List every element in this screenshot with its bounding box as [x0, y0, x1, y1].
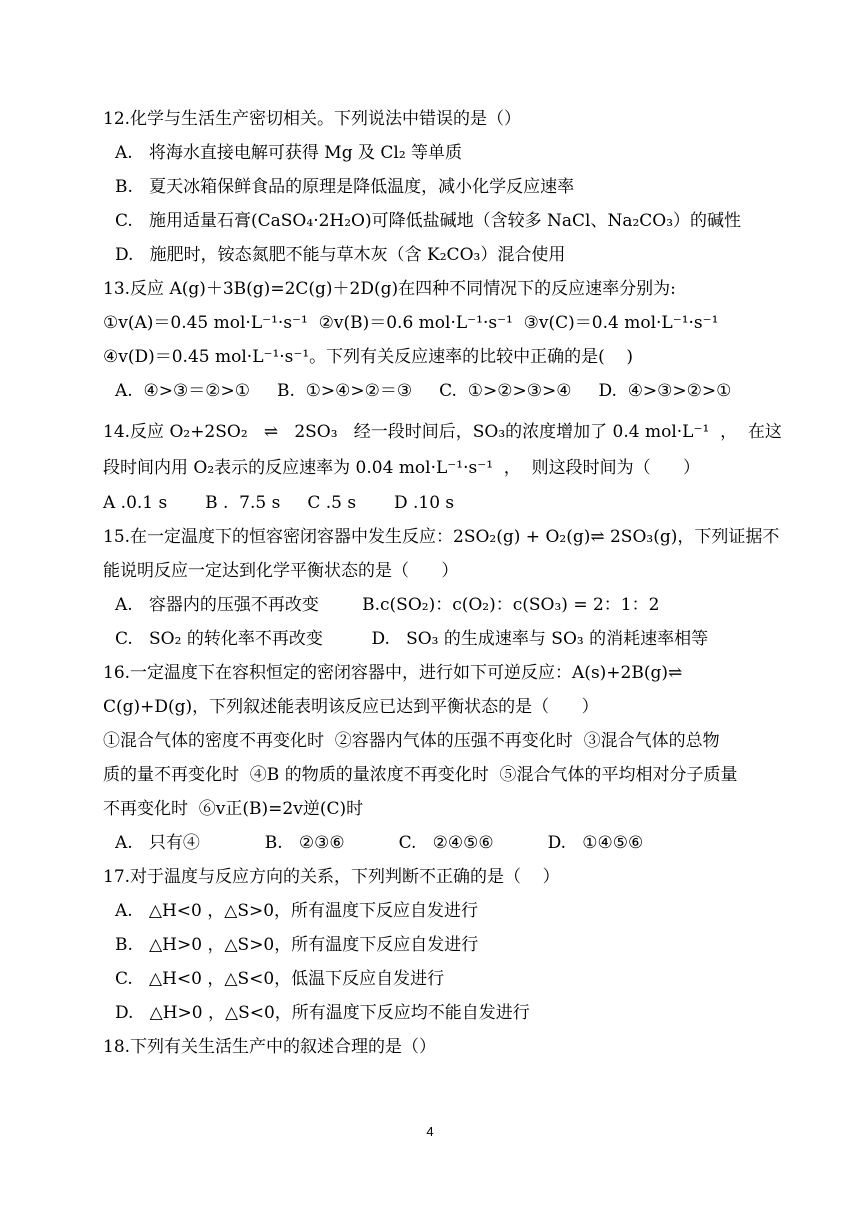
q16-options: A. 只有④ B. ②③⑥ C. ②④⑤⑥ D. ①④⑤⑥	[115, 833, 644, 853]
q16-statements-line-1: ①混合气体的密度不再变化时 ②容器内气体的压强不再变化时 ③混合气体的总物	[103, 731, 720, 751]
q13-options: A. ④>③＝②>① B. ①>④>②＝③ C. ①>②>③>④ D. ④>③>②>①	[115, 381, 732, 401]
q16-statements-line-2: 质的量不再变化时 ④B 的物质的量浓度不再变化时 ⑤混合气体的平均相对分子质量	[103, 765, 738, 785]
q14-options: A .0.1 s B . 7.5 s C .5 s D .10 s	[103, 493, 455, 513]
q12-option-b: B. 夏天冰箱保鲜食品的原理是降低温度，减小化学反应速率	[115, 177, 575, 197]
question-16-stem-cont: C(g)+D(g)，下列叙述能表明该反应已达到平衡状态的是（ ）	[103, 697, 599, 717]
q17-option-d: D. △H>0 ，△S<0，所有温度下反应均不能自发进行	[115, 1003, 530, 1023]
q12-option-a: A. 将海水直接电解可获得 Mg 及 Cl₂ 等单质	[115, 143, 463, 163]
page-number: 4	[426, 1124, 434, 1139]
question-16-stem: 16.一定温度下在容积恒定的密闭容器中，进行如下可逆反应：A(s)+2B(g)⇌	[103, 663, 683, 683]
q12-option-c: C. 施用适量石膏(CaSO₄·2H₂O)可降低盐碱地（含较多 NaCl、Na₂CO₃）的碱性	[115, 211, 742, 231]
q17-option-a: A. △H<0 ，△S>0，所有温度下反应自发进行	[115, 901, 479, 921]
q15-options-cd: C. SO₂ 的转化率不再改变 D. SO₃ 的生成速率与 SO₃ 的消耗速率相等	[115, 629, 709, 649]
q12-option-d: D. 施肥时，铵态氮肥不能与草木灰（含 K₂CO₃）混合使用	[115, 245, 566, 265]
question-14-stem: 14.反应 O₂+2SO₂ ⇌ 2SO₃ 经一段时间后，SO₃的浓度增加了 0.4 mol·L⁻¹ ， 在这	[103, 422, 782, 442]
q17-option-c: C. △H<0 ，△S<0，低温下反应自发进行	[115, 969, 445, 989]
question-15-stem-cont: 能说明反应一定达到化学平衡状态的是（ ）	[103, 561, 459, 581]
question-13-stem: 13.反应 A(g)＋3B(g)=2C(g)＋2D(g)在四种不同情况下的反应速率分别为:	[103, 279, 676, 299]
question-14-stem-cont: 段时间内用 O₂表示的反应速率为 0.04 mol·L⁻¹·s⁻¹ ， 则这段时间为（ ）	[103, 458, 701, 478]
question-17-stem: 17.对于温度与反应方向的关系，下列判断不正确的是（ ）	[103, 867, 560, 887]
question-15-stem: 15.在一定温度下的恒容密闭容器中发生反应：2SO₂(g) + O₂(g)⇌ 2SO₃(g)，下列证据不	[103, 527, 780, 547]
q17-option-b: B. △H>0 ，△S>0，所有温度下反应自发进行	[115, 935, 479, 955]
q16-statements-line-3: 不再变化时 ⑥v正(B)=2v逆(C)时	[103, 799, 364, 819]
q13-conditions-line-1: ①v(A)＝0.45 mol·L⁻¹·s⁻¹ ②v(B)＝0.6 mol·L⁻¹·s⁻¹ ③v(C)＝0.4 mol·L⁻¹·s⁻¹	[103, 313, 719, 333]
q13-conditions-line-2: ④v(D)＝0.45 mol·L⁻¹·s⁻¹。下列有关反应速率的比较中正确的是( )	[103, 347, 634, 367]
question-12-stem: 12.化学与生活生产密切相关。下列说法中错误的是（）	[103, 109, 522, 129]
q15-options-ab: A. 容器内的压强不再改变 B.c(SO₂)：c(O₂)：c(SO₃) = 2：1：2	[115, 595, 660, 615]
question-18-stem: 18.下列有关生活生产中的叙述合理的是（）	[103, 1037, 437, 1057]
